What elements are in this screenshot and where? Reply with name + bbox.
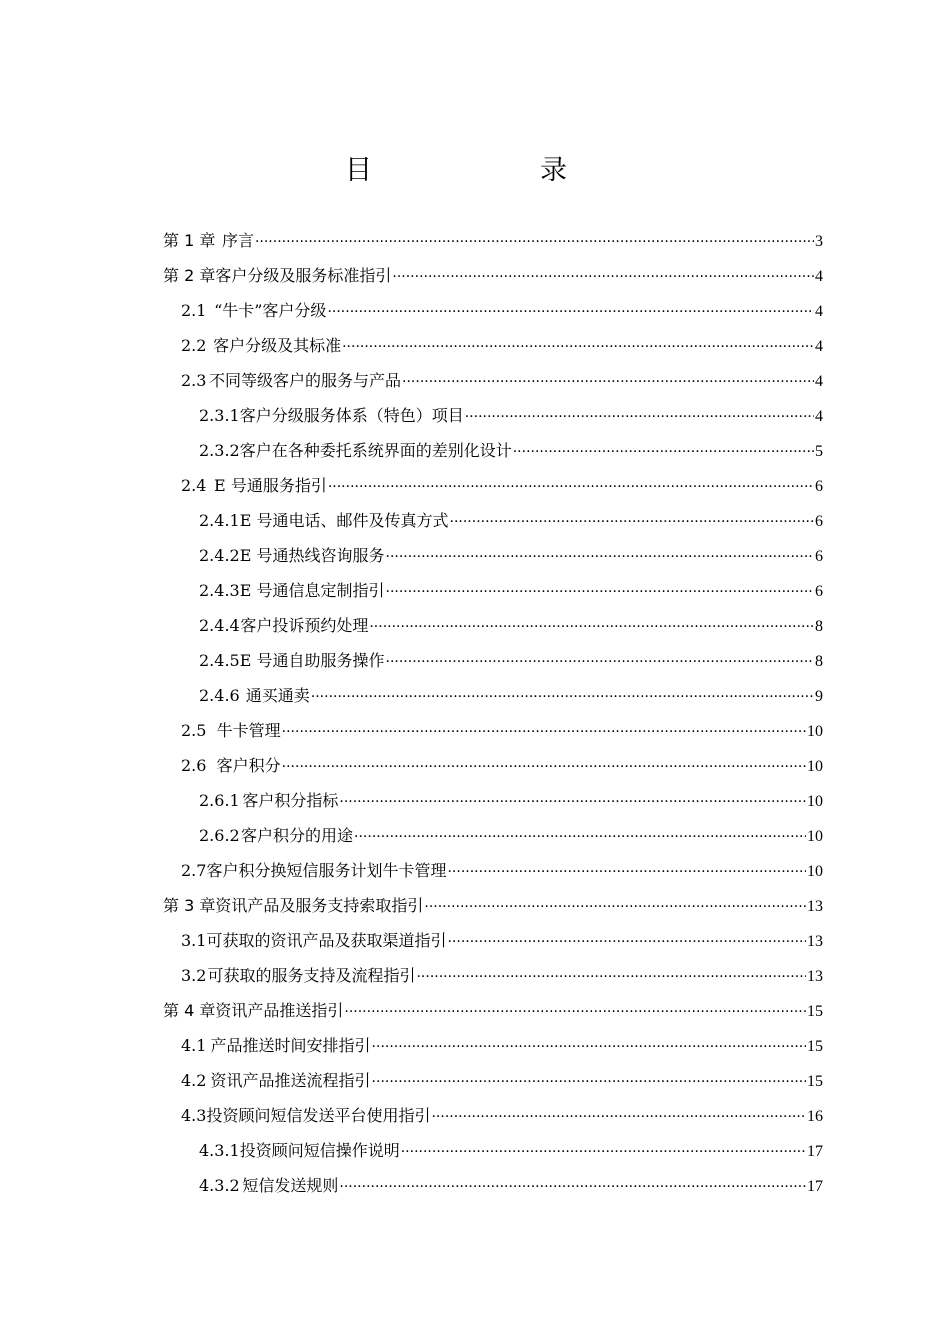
dot-leader bbox=[386, 549, 815, 565]
dot-leader bbox=[401, 1144, 806, 1160]
toc-entry-number: 2.4.6 bbox=[199, 686, 240, 705]
toc-entry-page: 10 bbox=[807, 758, 823, 775]
toc-entry-label: 客户积分换短信服务计划牛卡管理 bbox=[206, 861, 447, 880]
toc-entry-label: 资讯产品及服务支持索取指引 bbox=[215, 896, 424, 915]
toc-entry-page: 4 bbox=[815, 408, 823, 425]
toc-entry[interactable] bbox=[163, 613, 823, 648]
toc-entry-page: 5 bbox=[815, 443, 823, 460]
dot-leader bbox=[392, 269, 814, 285]
toc-entry-number: 2.3.2 bbox=[199, 441, 240, 460]
dot-leader bbox=[282, 724, 806, 740]
toc-entry-page: 4 bbox=[815, 303, 823, 320]
toc-entry-number: 4.3 bbox=[181, 1106, 207, 1125]
toc-entry-number: 2.4.5 bbox=[199, 651, 240, 670]
toc-entry-page: 17 bbox=[807, 1178, 823, 1195]
toc-entry-label: E 号通信息定制指引 bbox=[239, 581, 385, 600]
toc-entry-label: E 号通电话、邮件及传真方式 bbox=[239, 511, 449, 530]
toc-entry[interactable] bbox=[163, 858, 823, 893]
toc-entry-number: 2.1 bbox=[181, 301, 207, 320]
toc-entry-label: E 号通自助服务操作 bbox=[239, 651, 385, 670]
dot-leader bbox=[344, 1004, 806, 1020]
dot-leader bbox=[369, 619, 814, 635]
dot-leader bbox=[342, 339, 814, 355]
dot-leader bbox=[372, 1039, 806, 1055]
toc-entry[interactable] bbox=[163, 648, 823, 683]
toc-entry-label: 产品推送时间安排指引 bbox=[210, 1036, 371, 1055]
toc-entry-label: 客户分级服务体系（特色）项目 bbox=[239, 406, 464, 425]
toc-entry[interactable] bbox=[163, 228, 823, 263]
toc-entry-page: 3 bbox=[815, 233, 823, 250]
table-of-contents bbox=[163, 228, 823, 1208]
toc-entry-page: 17 bbox=[807, 1143, 823, 1160]
toc-entry[interactable] bbox=[163, 543, 823, 578]
toc-entry-number: 4.1 bbox=[181, 1036, 207, 1055]
toc-entry-label: 投资顾问短信操作说明 bbox=[239, 1141, 400, 1160]
dot-leader bbox=[282, 759, 806, 775]
toc-entry-number: 第 3 章 bbox=[163, 896, 216, 915]
toc-entry-page: 10 bbox=[807, 723, 823, 740]
toc-entry-label: 可获取的服务支持及流程指引 bbox=[207, 966, 416, 985]
toc-entry-number: 2.4.1 bbox=[199, 511, 240, 530]
toc-entry-page: 15 bbox=[807, 1003, 823, 1020]
toc-entry-number: 2.7 bbox=[181, 861, 207, 880]
toc-entry[interactable] bbox=[163, 893, 823, 928]
toc-entry[interactable] bbox=[163, 333, 823, 368]
dot-leader bbox=[311, 689, 814, 705]
toc-entry-label: 客户积分 bbox=[216, 756, 281, 775]
toc-entry-number: 第 2 章 bbox=[163, 266, 216, 285]
toc-entry-label: E 号通热线咨询服务 bbox=[239, 546, 385, 565]
toc-entry-page: 9 bbox=[815, 688, 823, 705]
toc-entry-page: 13 bbox=[807, 933, 823, 950]
toc-entry-page: 10 bbox=[807, 828, 823, 845]
toc-entry-page: 4 bbox=[815, 338, 823, 355]
toc-entry-number: 2.3 bbox=[181, 371, 207, 390]
dot-leader bbox=[339, 794, 806, 810]
toc-entry-page: 6 bbox=[815, 548, 823, 565]
toc-entry[interactable] bbox=[163, 403, 823, 438]
toc-entry-number: 4.3.1 bbox=[199, 1141, 240, 1160]
toc-entry-number: 2.6.1 bbox=[199, 791, 240, 810]
toc-entry-label: 序言 bbox=[221, 231, 254, 250]
dot-leader bbox=[339, 1179, 806, 1195]
toc-entry-number: 第 1 章 bbox=[163, 231, 216, 250]
toc-entry-page: 4 bbox=[815, 268, 823, 285]
toc-entry-label: 客户积分的用途 bbox=[241, 826, 354, 845]
toc-entry-label: 客户投诉预约处理 bbox=[240, 616, 369, 635]
toc-entry-page: 6 bbox=[815, 583, 823, 600]
toc-entry-label: 客户分级及服务标准指引 bbox=[215, 266, 392, 285]
toc-entry-number: 3.1 bbox=[181, 931, 207, 950]
toc-entry-label: 通买通卖 bbox=[245, 686, 310, 705]
toc-entry-label: “牛卡”客户分级 bbox=[214, 301, 327, 320]
toc-entry-number: 2.6 bbox=[181, 756, 207, 775]
toc-entry-number: 4.2 bbox=[181, 1071, 207, 1090]
toc-entry[interactable] bbox=[163, 1138, 823, 1173]
toc-entry[interactable] bbox=[163, 438, 823, 473]
toc-entry-page: 10 bbox=[807, 863, 823, 880]
toc-entry[interactable] bbox=[163, 683, 823, 718]
toc-entry-page: 8 bbox=[815, 618, 823, 635]
dot-leader bbox=[513, 444, 814, 460]
toc-entry-label: 可获取的资讯产品及获取渠道指引 bbox=[206, 931, 447, 950]
toc-entry-page: 13 bbox=[807, 898, 823, 915]
toc-entry-page: 8 bbox=[815, 653, 823, 670]
toc-entry[interactable] bbox=[163, 368, 823, 403]
toc-entry-page: 6 bbox=[815, 478, 823, 495]
toc-entry-number: 2.3.1 bbox=[199, 406, 240, 425]
dot-leader bbox=[328, 479, 814, 495]
toc-entry[interactable] bbox=[163, 718, 823, 753]
toc-entry-page: 10 bbox=[807, 793, 823, 810]
toc-entry-number: 第 4 章 bbox=[163, 1001, 216, 1020]
dot-leader bbox=[447, 864, 806, 880]
toc-entry-label: 客户积分指标 bbox=[242, 791, 339, 810]
toc-entry[interactable] bbox=[163, 998, 823, 1033]
toc-entry[interactable] bbox=[163, 963, 823, 998]
toc-entry[interactable] bbox=[163, 788, 823, 823]
toc-entry-label: 资讯产品推送流程指引 bbox=[210, 1071, 371, 1090]
toc-entry[interactable] bbox=[163, 263, 823, 298]
toc-entry[interactable] bbox=[163, 508, 823, 543]
toc-entry-number: 2.6.2 bbox=[199, 826, 240, 845]
toc-entry-number: 2.4.4 bbox=[199, 616, 240, 635]
toc-entry-number: 2.4.2 bbox=[199, 546, 240, 565]
toc-entry-number: 2.4.3 bbox=[199, 581, 240, 600]
toc-entry[interactable] bbox=[163, 823, 823, 858]
toc-entry[interactable] bbox=[163, 928, 823, 963]
toc-entry-label: 短信发送规则 bbox=[242, 1176, 339, 1195]
toc-entry-number: 3.2 bbox=[181, 966, 207, 985]
dot-leader bbox=[354, 829, 806, 845]
toc-entry[interactable] bbox=[163, 753, 823, 788]
dot-leader bbox=[386, 654, 815, 670]
toc-entry[interactable] bbox=[163, 1103, 823, 1138]
toc-entry-label: 资讯产品推送指引 bbox=[215, 1001, 344, 1020]
toc-entry-number: 2.2 bbox=[181, 336, 207, 355]
dot-leader bbox=[255, 234, 814, 250]
toc-entry-page: 6 bbox=[815, 513, 823, 530]
toc-entry[interactable] bbox=[163, 1033, 823, 1068]
toc-entry-page: 16 bbox=[807, 1108, 823, 1125]
dot-leader bbox=[450, 514, 815, 530]
dot-leader bbox=[416, 969, 806, 985]
dot-leader bbox=[386, 584, 815, 600]
toc-entry-page: 15 bbox=[807, 1038, 823, 1055]
dot-leader bbox=[372, 1074, 806, 1090]
dot-leader bbox=[424, 899, 806, 915]
toc-entry-number: 2.5 bbox=[181, 721, 207, 740]
toc-entry[interactable] bbox=[163, 578, 823, 613]
toc-entry[interactable] bbox=[163, 298, 823, 333]
toc-entry-page: 15 bbox=[807, 1073, 823, 1090]
dot-leader bbox=[465, 409, 814, 425]
toc-entry-page: 13 bbox=[807, 968, 823, 985]
toc-entry-label: 客户分级及其标准 bbox=[213, 336, 342, 355]
toc-entry-label: E 号通服务指引 bbox=[214, 476, 327, 495]
dot-leader bbox=[402, 374, 814, 390]
dot-leader bbox=[431, 1109, 806, 1125]
toc-entry[interactable] bbox=[163, 1173, 823, 1208]
toc-title: 目 录 bbox=[345, 155, 605, 186]
toc-entry[interactable] bbox=[163, 473, 823, 508]
toc-entry-label: 客户在各种委托系统界面的差别化设计 bbox=[239, 441, 512, 460]
dot-leader bbox=[327, 304, 814, 320]
toc-entry-page: 4 bbox=[815, 373, 823, 390]
toc-entry[interactable] bbox=[163, 1068, 823, 1103]
toc-entry-number: 4.3.2 bbox=[199, 1176, 240, 1195]
toc-entry-label: 投资顾问短信发送平台使用指引 bbox=[206, 1106, 431, 1125]
toc-entry-label: 不同等级客户的服务与产品 bbox=[209, 371, 402, 390]
dot-leader bbox=[447, 934, 806, 950]
toc-entry-label: 牛卡管理 bbox=[216, 721, 281, 740]
toc-entry-number: 2.4 bbox=[181, 476, 207, 495]
